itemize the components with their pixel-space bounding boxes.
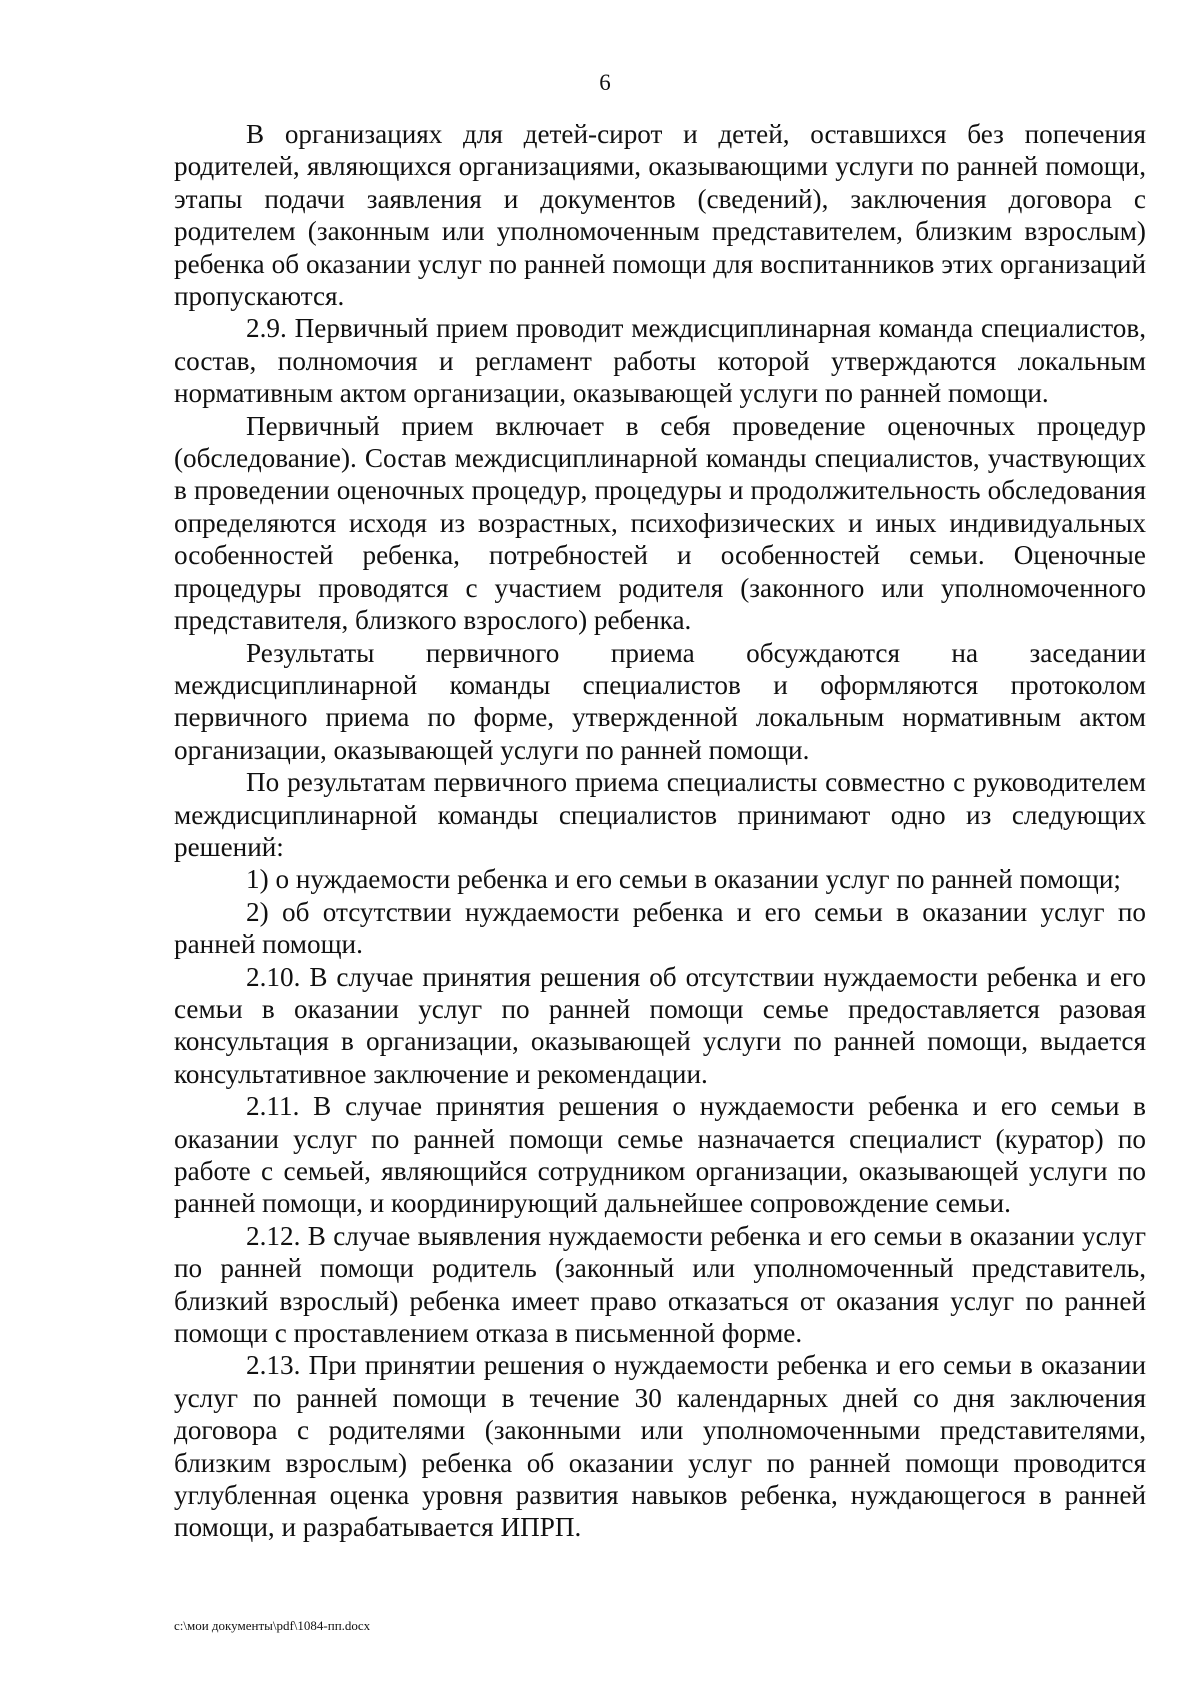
- paragraph-2-13: 2.13. При принятии решения о нуждаемости ребенка и его семьи в оказании услуг по ранней помощи в течение 30 календарных дней со дня заключения договора с родителями (законными или уполномоченными представителями, близким взрослым) ребенка об оказании услуг по ранней помощи проводится углубленная оценка уровня развития навыков ребенка, нуждающегося в ранней помощи, и разрабатывается ИПРП.: [174, 1350, 1146, 1543]
- paragraph-2-12: 2.12. В случае выявления нуждаемости ребенка и его семьи в оказании услуг по ранней помощи родитель (законный или уполномоченный представитель, близкий взрослый) ребенка имеет право отказаться от оказания услуг по ранней помощи с проставлением отказа в письменной форме.: [174, 1220, 1146, 1349]
- paragraph-initial-reception: Первичный прием включает в себя проведение оценочных процедур (обследование). Состав междисциплинарной команды специалистов, участвующих в проведении оценочных процедур, процедуры и продолжительность обследования определяются исходя из возрастных, психофизических и иных индивидуальных особенностей ребенка, потребностей и особенностей семьи. Оценочные процедуры проводятся с участием родителя (законного или уполномоченного представителя, близкого взрослого) ребенка.: [174, 410, 1146, 636]
- footer-file-path: c:\мои документы\pdf\1084-пп.docx: [174, 1618, 371, 1633]
- page-number: 6: [599, 70, 611, 95]
- paragraph-orphan-organizations: В организациях для детей-сирот и детей, оставшихся без попечения родителей, являющихся организациями, оказывающими услуги по ранней помощи, этапы подачи заявления и документов (сведений), заключения договора с родителем (законным или уполномоченным представителем, близким взрослым) ребенка об оказании услуг по ранней помощи для воспитанников этих организаций пропускаются.: [174, 119, 1146, 312]
- list-item-decision-1: 1) о нуждаемости ребенка и его семьи в оказании услуг по ранней помощи;: [246, 864, 1121, 895]
- paragraph-2-11: 2.11. В случае принятия решения о нуждаемости ребенка и его семьи в оказании услуг по ранней помощи семье назначается специалист (куратор) по работе с семьей, являющийся сотрудником организации, оказывающей услуги по ранней помощи, и координирующий дальнейшее сопровождение семьи.: [174, 1091, 1146, 1219]
- document-body: [174, 118, 1146, 1544]
- paragraph-2-9: 2.9. Первичный прием проводит междисциплинарная команда специалистов, состав, полномочия и регламент работы которой утверждаются локальным нормативным актом организации, оказывающей услуги по ранней помощи.: [174, 313, 1146, 409]
- paragraph-results: Результаты первичного приема обсуждаются на заседании междисциплинарной команды специалистов и оформляются протоколом первичного приема по форме, утвержденной локальным нормативным актом организации, оказывающей услуги по ранней помощи.: [174, 637, 1146, 765]
- paragraph-decisions-intro: По результатам первичного приема специалисты совместно с руководителем междисциплинарной команды специалистов принимают одно из следующих решений:: [174, 767, 1146, 862]
- list-item-decision-2: 2) об отсутствии нуждаемости ребенка и его семьи в оказании услуг по ранней помощи.: [174, 896, 1146, 960]
- paragraph-2-10: 2.10. В случае принятия решения об отсутствии нуждаемости ребенка и его семьи в оказании услуг по ранней помощи семье предоставляется разовая консультация в организации, оказывающей услуги по ранней помощи, выдается консультативное заключение и рекомендации.: [174, 961, 1146, 1089]
